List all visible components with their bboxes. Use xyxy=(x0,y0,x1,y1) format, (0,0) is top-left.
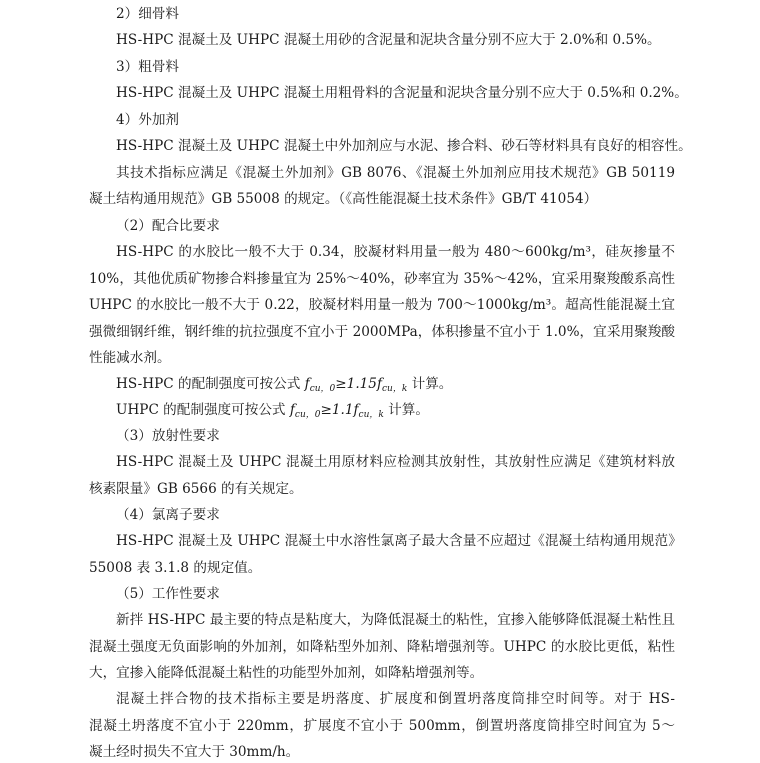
paragraph-workability-line1: 新拌 HS-HPC 最主要的特点是粘度大，为降低混凝土的粘性，宜掺入能够降低混凝土粘性且 xyxy=(116,612,675,628)
formula-hs-hpc xyxy=(116,374,675,396)
formula-text: UHPC 的配制强度可按公式 xyxy=(116,402,290,418)
formula-text: 计算。 xyxy=(407,376,453,392)
paragraph-mix-line2: 10%，其他优质矿物掺合料掺量宜为 25%～40%，砂率宜为 35%～42%，宜采用聚羧酸系高性 xyxy=(89,271,675,287)
paragraph-admixture: HS-HPC 混凝土及 UHPC 混凝土中外加剂应与水泥、掺合料、砂石等材料具有良好的相容性。 xyxy=(116,138,692,154)
heading-admixture: 4）外加剂 xyxy=(116,112,180,128)
formula-text: 计算。 xyxy=(383,402,429,418)
paragraph-slump-line3: 凝土经时损失不宜大于 30mm/h。 xyxy=(89,744,300,760)
formula-text: HS-HPC 的配制强度可按公式 xyxy=(116,376,305,392)
paragraph-mix-line3: UHPC 的水胶比一般不大于 0.22，胶凝材料用量一般为 700～1000kg/m³。超高性能混凝土宜 xyxy=(89,297,675,313)
formula-subscript: cu，k xyxy=(382,384,408,394)
formula-symbol: f xyxy=(289,402,295,418)
paragraph-radioactivity-line2: 核素限量》GB 6566 的有关规定。 xyxy=(89,481,303,497)
paragraph-fine-aggregate: HS-HPC 混凝土及 UHPC 混凝土用砂的含泥量和泥块含量分别不应大于 2.0%和 0.5%。 xyxy=(116,32,661,48)
paragraph-mix-line5: 性能减水剂。 xyxy=(89,350,171,366)
formula-subscript: cu，k xyxy=(358,410,384,420)
formula-relation: ≥1.1 xyxy=(320,402,354,418)
formula-uhpc xyxy=(116,400,675,422)
heading-workability: （5）工作性要求 xyxy=(116,586,220,602)
paragraph-workability-line2: 混凝土强度无负面影响的外加剂，如降粘型外加剂、降粘增强剂等。UHPC 的水胶比更低，粘性 xyxy=(89,639,675,655)
formula-symbol: f xyxy=(376,376,382,392)
heading-chloride: （4）氯离子要求 xyxy=(116,507,220,523)
formula-subscript: cu，0 xyxy=(309,384,336,394)
paragraph-spec-line1: 其技术指标应满足《混凝土外加剂》GB 8076、《混凝土外加剂应用技术规范》GB 50119 xyxy=(116,165,675,181)
paragraph-slump-line2: 混凝土坍落度不宜小于 220mm，扩展度不宜小于 500mm，倒置坍落度筒排空时间宜为 5～ xyxy=(89,718,675,734)
heading-mix-proportion: （2）配合比要求 xyxy=(116,218,220,234)
paragraph-spec-line2: 凝土结构通用规范》GB 55008 的规定。（《高性能混凝土技术条件》GB/T 41054） xyxy=(89,191,598,207)
heading-fine-aggregate: 2）细骨料 xyxy=(116,6,180,22)
formula-symbol: f xyxy=(353,402,359,418)
formula-symbol: f xyxy=(304,376,310,392)
paragraph-radioactivity-line1: HS-HPC 混凝土及 UHPC 混凝土用原材料应检测其放射性，其放射性应满足《建筑材料放 xyxy=(116,454,675,470)
paragraph-slump-line1: 混凝土拌合物的技术指标主要是坍落度、扩展度和倒置坍落度筒排空时间等。对于 HS- xyxy=(116,691,675,707)
formula-relation: ≥1.15 xyxy=(335,376,377,392)
paragraph-chloride-line1: HS-HPC 混凝土及 UHPC 混凝土中水溶性氯离子最大含量不应超过《混凝土结构通用规范》 xyxy=(116,533,675,549)
heading-radioactivity: （3）放射性要求 xyxy=(116,428,220,444)
paragraph-mix-line4: 强微细钢纤维，钢纤维的抗拉强度不宜小于 2000MPa，体积掺量不宜小于 1.0%，宜采用聚羧酸 xyxy=(89,324,675,340)
formula-subscript: cu，0 xyxy=(294,410,321,420)
heading-coarse-aggregate: 3）粗骨料 xyxy=(116,59,180,75)
paragraph-chloride-line2: 55008 表 3.1.8 的规定值。 xyxy=(89,560,262,576)
paragraph-coarse-aggregate: HS-HPC 混凝土及 UHPC 混凝土用粗骨料的含泥量和泥块含量分别不应大于 0.5%和 0.2%。 xyxy=(116,85,688,101)
paragraph-mix-line1: HS-HPC 的水胶比一般不大于 0.34，胶凝材料用量一般为 480～600kg/m³，硅灰掺量不 xyxy=(116,244,675,260)
paragraph-workability-line3: 大，宜掺入能降低混凝土粘性的功能型外加剂，如降粘增强剂等。 xyxy=(89,665,484,681)
